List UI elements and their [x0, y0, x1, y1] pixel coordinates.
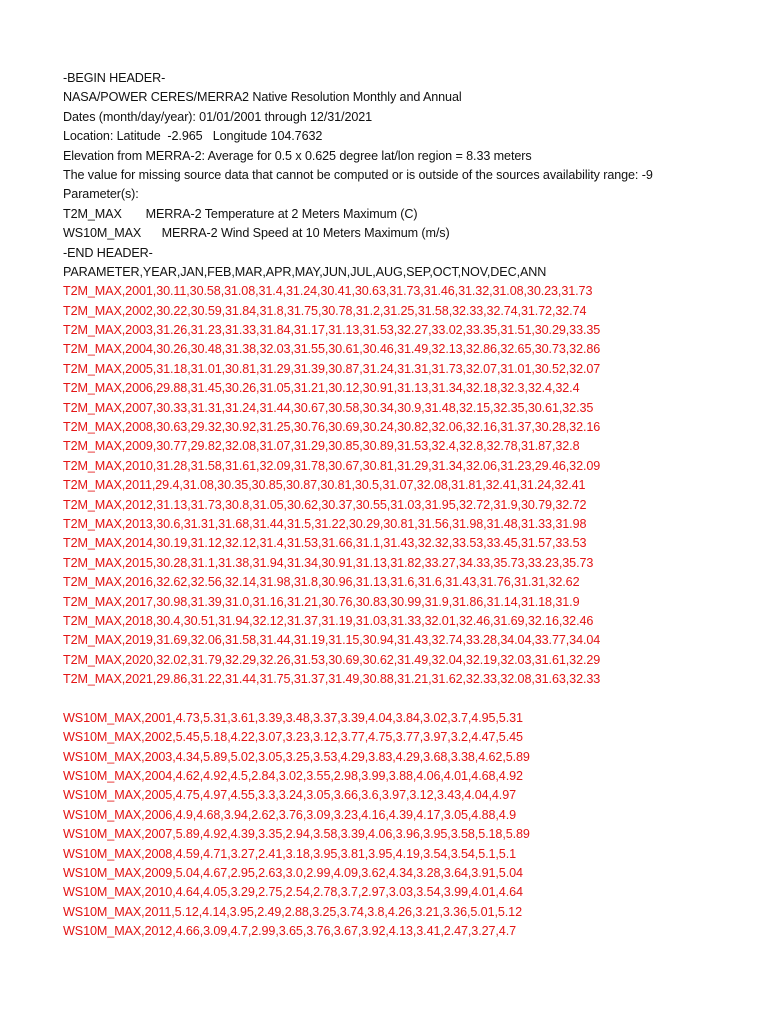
data-row: WS10M_MAX,2002,5.45,5.18,4.22,3.07,3.23,3.12,3.77,4.75,3.77,3.97,3.2,4.47,5.45: [63, 730, 523, 745]
data-row: WS10M_MAX,2011,5.12,4.14,3.95,2.49,2.88,3.25,3.74,3.8,4.26,3.21,3.36,5.01,5.12: [63, 904, 522, 919]
data-row: WS10M_MAX,2012,4.66,3.09,4.7,2.99,3.65,3.76,3.67,3.92,4.13,3.41,2.47,3.27,4.7: [63, 924, 517, 939]
data-row: WS10M_MAX,2001,4.73,5.31,3.61,3.39,3.48,3.37,3.39,4.04,3.84,3.02,3.7,4.95,5.31: [63, 710, 523, 725]
data-row: WS10M_MAX,2003,4.34,5.89,5.02,3.05,3.25,3.53,4.29,3.83,4.29,3.68,3.38,4.62,5.89: [63, 749, 530, 764]
document-content: [63, 69, 763, 942]
data-row: T2M_MAX,2020,32.02,31.79,32.29,32.26,31.53,30.69,30.62,31.49,32.04,32.19,32.03,31.61,32.29: [63, 652, 601, 667]
header-line: NASA/POWER CERES/MERRA2 Native Resolution Monthly and Annual: [63, 90, 462, 105]
data-row: WS10M_MAX,2008,4.59,4.71,3.27,2.41,3.18,3.95,3.81,3.95,4.19,3.54,3.54,5.1,5.1: [63, 846, 517, 861]
data-row: T2M_MAX,2002,30.22,30.59,31.84,31.8,31.75,30.78,31.2,31.25,31.58,32.33,32.74,31.72,32.74: [63, 303, 587, 318]
header-line: Location: Latitude -2.965 Longitude 104.7632: [63, 129, 323, 144]
ws10m-max-section: [63, 709, 763, 942]
header-line: Dates (month/day/year): 01/01/2001 through 12/31/2021: [63, 109, 373, 124]
data-row: WS10M_MAX,2004,4.62,4.92,4.5,2.84,3.02,3.55,2.98,3.99,3.88,4.06,4.01,4.68,4.92: [63, 769, 523, 784]
data-row: WS10M_MAX,2006,4.9,4.68,3.94,2.62,3.76,3.09,3.23,4.16,4.39,4.17,3.05,4.88,4.9: [63, 807, 517, 822]
header-line: Elevation from MERRA-2: Average for 0.5 x 0.625 degree lat/lon region = 8.33 meters: [63, 148, 532, 163]
data-row: T2M_MAX,2017,30.98,31.39,31.0,31.16,31.21,30.76,30.83,30.99,31.9,31.86,31.14,31.18,31.9: [63, 594, 580, 609]
header-line: -BEGIN HEADER-: [63, 71, 166, 85]
data-row: T2M_MAX,2014,30.19,31.12,32.12,31.4,31.53,31.66,31.1,31.43,32.32,33.53,33.45,31.57,33.53: [63, 536, 587, 551]
data-row: T2M_MAX,2008,30.63,29.32,30.92,31.25,30.76,30.69,30.24,30.82,32.06,32.16,31.37,30.28,32.16: [63, 420, 601, 435]
data-row: T2M_MAX,2003,31.26,31.23,31.33,31.84,31.17,31.13,31.53,32.27,33.02,33.35,31.51,30.29,33.35: [63, 323, 601, 338]
data-row: T2M_MAX,2013,30.6,31.31,31.68,31.44,31.5,31.22,30.29,30.81,31.56,31.98,31.48,31.33,31.98: [63, 516, 587, 531]
data-row: T2M_MAX,2006,29.88,31.45,30.26,31.05,31.21,30.12,30.91,31.13,31.34,32.18,32.3,32.4,32.4: [63, 381, 580, 396]
data-row: T2M_MAX,2011,29.4,31.08,30.35,30.85,30.87,30.81,30.5,31.07,32.08,31.81,32.41,31.24,32.41: [63, 478, 586, 493]
header-line: -END HEADER-: [63, 245, 153, 260]
data-row: T2M_MAX,2001,30.11,30.58,31.08,31.4,31.24,30.41,30.63,31.73,31.46,31.32,31.08,30.23,31.73: [63, 284, 593, 299]
column-header-line: PARAMETER,YEAR,JAN,FEB,MAR,APR,MAY,JUN,JUL,AUG,SEP,OCT,NOV,DEC,ANN: [63, 264, 547, 279]
header-line: WS10M_MAX MERRA-2 Wind Speed at 10 Meters Maximum (m/s): [63, 226, 450, 241]
data-row: T2M_MAX,2019,31.69,32.06,31.58,31.44,31.19,31.15,30.94,31.43,32.74,33.28,34.04,33.77,34.04: [63, 633, 601, 648]
header-line: T2M_MAX MERRA-2 Temperature at 2 Meters Maximum (C): [63, 206, 418, 221]
data-row: WS10M_MAX,2007,5.89,4.92,4.39,3.35,2.94,3.58,3.39,4.06,3.96,3.95,3.58,5.18,5.89: [63, 827, 530, 842]
data-row: T2M_MAX,2016,32.62,32.56,32.14,31.98,31.8,30.96,31.13,31.6,31.6,31.43,31.76,31.31,32.62: [63, 575, 580, 590]
data-row: T2M_MAX,2012,31.13,31.73,30.8,31.05,30.62,30.37,30.55,31.03,31.95,32.72,31.9,30.79,32.72: [63, 497, 587, 512]
data-row: T2M_MAX,2007,30.33,31.31,31.24,31.44,30.67,30.58,30.34,30.9,31.48,32.15,32.35,30.61,32.35: [63, 400, 594, 415]
data-row: WS10M_MAX,2005,4.75,4.97,4.55,3.3,3.24,3.05,3.66,3.6,3.97,3.12,3.43,4.04,4.97: [63, 788, 517, 803]
data-row: T2M_MAX,2004,30.26,30.48,31.38,32.03,31.55,30.61,30.46,31.49,32.13,32.86,32.65,30.73,32.86: [63, 342, 601, 357]
data-row: T2M_MAX,2005,31.18,31.01,30.81,31.29,31.39,30.87,31.24,31.31,31.73,32.07,31.01,30.52,32.07: [63, 361, 601, 376]
data-row: T2M_MAX,2018,30.4,30.51,31.94,32.12,31.37,31.19,31.03,31.33,32.01,32.46,31.69,32.16,32.46: [63, 613, 594, 628]
data-row: T2M_MAX,2009,30.77,29.82,32.08,31.07,31.29,30.85,30.89,31.53,32.4,32.8,32.78,31.87,32.8: [63, 439, 580, 454]
data-row: WS10M_MAX,2010,4.64,4.05,3.29,2.75,2.54,2.78,3.7,2.97,3.03,3.54,3.99,4.01,4.64: [63, 885, 523, 900]
header-line: The value for missing source data that cannot be computed or is outside of the sources availability range: -9: [63, 167, 653, 182]
data-row: T2M_MAX,2021,29.86,31.22,31.44,31.75,31.37,31.49,30.88,31.21,31.62,32.33,32.08,31.63,32.33: [63, 672, 601, 687]
data-row: WS10M_MAX,2009,5.04,4.67,2.95,2.63,3.0,2.99,4.09,3.62,4.34,3.28,3.64,3.91,5.04: [63, 866, 523, 881]
data-row: T2M_MAX,2010,31.28,31.58,31.61,32.09,31.78,30.67,30.81,31.29,31.34,32.06,31.23,29.46,32.09: [63, 458, 601, 473]
header-line: Parameter(s):: [63, 187, 139, 202]
header-section: [63, 69, 763, 282]
t2m-max-section: [63, 282, 763, 689]
section-gap: [63, 690, 763, 709]
data-row: T2M_MAX,2015,30.28,31.1,31.38,31.94,31.34,30.91,31.13,31.82,33.27,34.33,35.73,33.23,35.73: [63, 555, 594, 570]
